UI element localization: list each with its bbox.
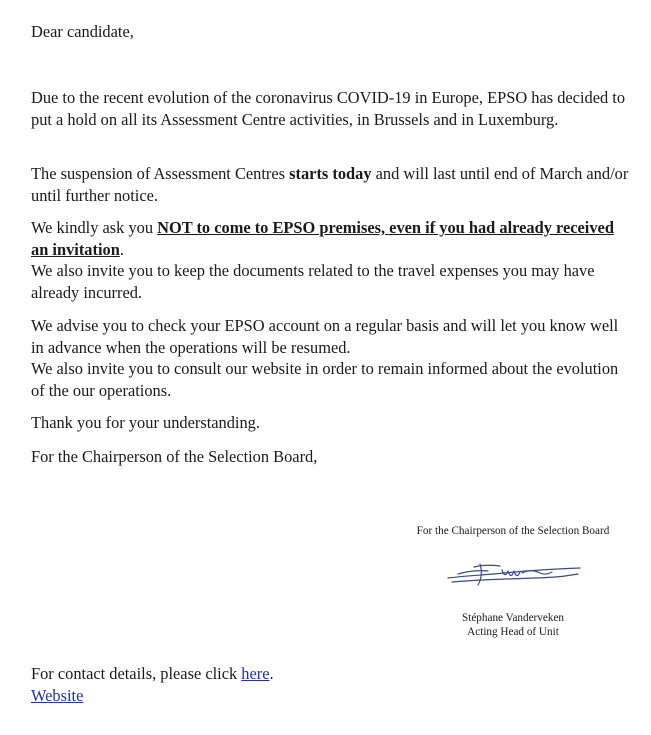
request-text-end: . — [119, 239, 124, 259]
handwritten-signature-icon — [444, 558, 584, 588]
signatory-name: Stéphane Vanderveken — [462, 612, 564, 624]
paragraph-suspension — [31, 163, 631, 206]
contact-here-link[interactable]: here — [241, 664, 270, 683]
signatory-block — [440, 611, 586, 639]
contact-line — [31, 663, 631, 685]
closing-line: For the Chairperson of the Selection Board, — [31, 447, 318, 466]
suspension-text-start: The suspension of Assessment Centres — [31, 164, 290, 183]
paragraph-check-account — [31, 315, 631, 401]
paragraph-do-not-come — [31, 217, 631, 303]
do-not-come-emphasis: NOT to come to EPSO premises, even if you had already received an invitation — [31, 218, 614, 259]
check-account-text: We advise you to check your EPSO account on a regular basis and will let you know well in advance when the operations will be resumed. — [31, 316, 619, 357]
thank-you-line: Thank you for your understanding. — [31, 413, 260, 432]
consult-website-text: We also invite you to consult our website in order to remain informed about the evolution of the our operations. — [31, 359, 619, 400]
starts-today-emphasis: starts today — [289, 164, 372, 183]
contact-period: . — [269, 664, 274, 683]
travel-expenses-text: We also invite you to keep the documents related to the travel expenses you may have already incurred. — [31, 261, 595, 302]
paragraph-hold-announcement: Due to the recent evolution of the coronavirus COVID-19 in Europe, EPSO has decided to put a hold on all its Assessment Centre activities, in Brussels and in Luxemburg. — [31, 88, 626, 129]
website-line — [31, 685, 631, 707]
contact-text: For contact details, please click — [31, 664, 242, 683]
website-link[interactable]: Website — [31, 686, 84, 705]
signatory-title: Acting Head of Unit — [467, 626, 559, 638]
signature-for-chair: For the Chairperson of the Selection Board — [416, 525, 610, 537]
greeting: Dear candidate, — [31, 22, 134, 41]
suspension-text-end: and will last until end of March and/or until further notice. — [31, 164, 629, 205]
request-text-start: We kindly ask you — [31, 218, 158, 237]
